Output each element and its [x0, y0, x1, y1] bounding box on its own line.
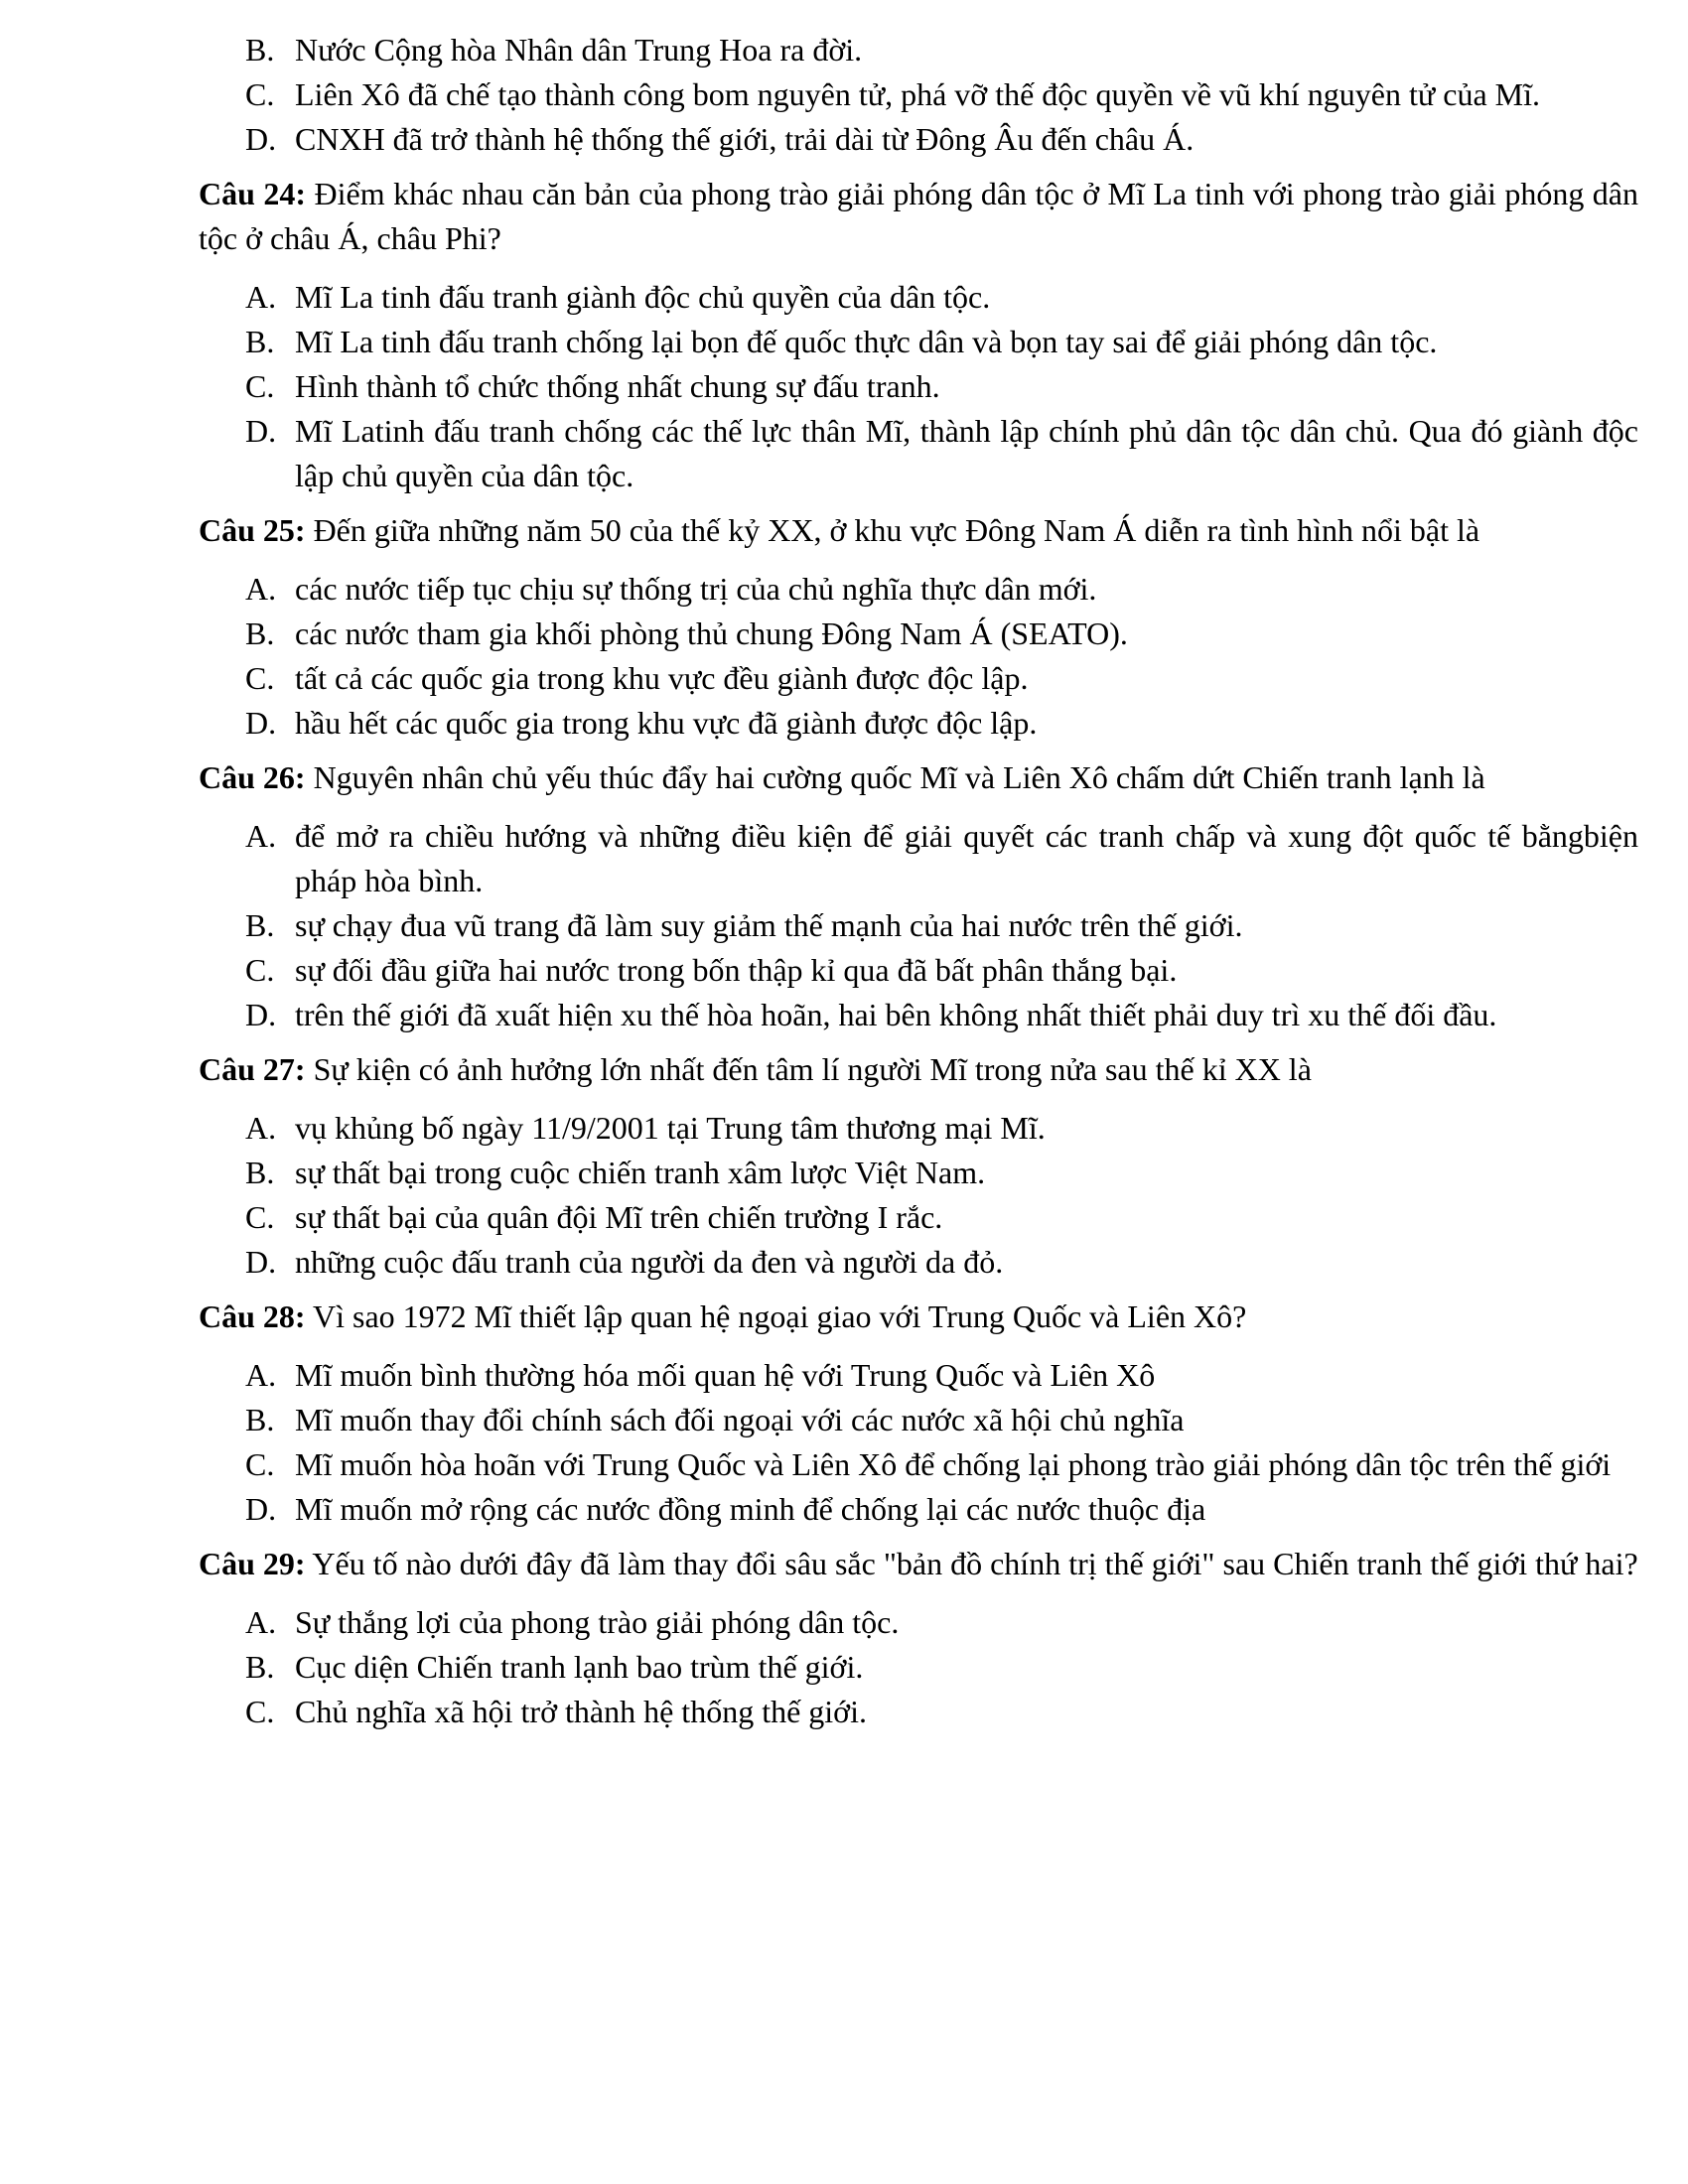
question-text: Yếu tố nào dưới đây đã làm thay đổi sâu sắc "bản đồ chính trị thế giới" sau Chiến tranh thế giới thứ hai?: [312, 1546, 1638, 1581]
option-c: [245, 656, 1638, 701]
option-letter: A.: [245, 1604, 277, 1640]
option-letter: D.: [245, 1491, 277, 1527]
option-text: sự chạy đua vũ trang đã làm suy giảm thế mạnh của hai nước trên thế giới.: [295, 907, 1243, 943]
question-text: Điểm khác nhau căn bản của phong trào giải phóng dân tộc ở Mĩ La tinh với phong trào giải phóng dân tộc ở châu Á, châu Phi?: [199, 176, 1638, 256]
question-text: Sự kiện có ảnh hưởng lớn nhất đến tâm lí người Mĩ trong nửa sau thế kỉ XX là: [313, 1051, 1312, 1087]
option-text: sự thất bại trong cuộc chiến tranh xâm lược Việt Nam.: [295, 1155, 986, 1190]
option-letter: C.: [245, 76, 275, 112]
option-text: Mĩ muốn mở rộng các nước đồng minh để chống lại các nước thuộc địa: [295, 1491, 1206, 1527]
option-letter: B.: [245, 1649, 275, 1685]
option-text: Nước Cộng hòa Nhân dân Trung Hoa ra đời.: [295, 32, 863, 68]
option-c: [245, 948, 1638, 993]
question-text: Nguyên nhân chủ yếu thúc đẩy hai cường quốc Mĩ và Liên Xô chấm dứt Chiến tranh lạnh là: [313, 759, 1485, 795]
option-letter: A.: [245, 818, 277, 854]
option-text: Hình thành tổ chức thống nhất chung sự đấu tranh.: [295, 368, 940, 404]
option-text: Mĩ muốn hòa hoãn với Trung Quốc và Liên Xô để chống lại phong trào giải phóng dân tộc trên thế giới: [295, 1446, 1612, 1482]
option-list: [199, 275, 1638, 498]
option-list: [199, 1600, 1638, 1734]
option-c: [245, 72, 1638, 117]
question-26: [199, 755, 1638, 1037]
document-page: [199, 28, 1638, 1744]
option-d: [245, 1240, 1638, 1285]
continued-options: [199, 28, 1638, 162]
option-d: [245, 409, 1638, 498]
option-letter: B.: [245, 615, 275, 651]
option-a: [245, 567, 1638, 612]
option-list: [199, 567, 1638, 746]
option-letter: D.: [245, 1244, 277, 1280]
option-text: Mĩ La tinh đấu tranh chống lại bọn đế quốc thực dân và bọn tay sai để giải phóng dân tộc.: [295, 324, 1438, 359]
option-letter: C.: [245, 368, 275, 404]
option-list: [199, 1353, 1638, 1532]
question-stem: [199, 1047, 1638, 1092]
question-number: Câu 28:: [199, 1298, 306, 1334]
option-letter: C.: [245, 952, 275, 988]
option-text: Mĩ Latinh đấu tranh chống các thế lực thân Mĩ, thành lập chính phủ dân tộc dân chủ. Qua đó giành độc lập chủ quyền của dân tộc.: [295, 413, 1638, 493]
option-text: Mĩ La tinh đấu tranh giành độc chủ quyền của dân tộc.: [295, 279, 991, 315]
question-text: Vì sao 1972 Mĩ thiết lập quan hệ ngoại giao với Trung Quốc và Liên Xô?: [312, 1298, 1247, 1334]
question-28: [199, 1295, 1638, 1532]
question-24: [199, 172, 1638, 498]
question-29: [199, 1542, 1638, 1734]
option-letter: D.: [245, 121, 277, 157]
option-text: Mĩ muốn bình thường hóa mối quan hệ với Trung Quốc và Liên Xô: [295, 1357, 1156, 1393]
option-a: [245, 1600, 1638, 1645]
option-a: [245, 1106, 1638, 1151]
option-text: Sự thắng lợi của phong trào giải phóng dân tộc.: [295, 1604, 900, 1640]
option-text: sự thất bại của quân đội Mĩ trên chiến trường I rắc.: [295, 1199, 943, 1235]
option-text: Mĩ muốn thay đổi chính sách đối ngoại với các nước xã hội chủ nghĩa: [295, 1402, 1185, 1437]
option-a: [245, 814, 1638, 903]
question-stem: [199, 1542, 1638, 1586]
option-letter: B.: [245, 324, 275, 359]
question-stem: [199, 1295, 1638, 1339]
option-c: [245, 1442, 1638, 1487]
question-stem: [199, 508, 1638, 553]
option-a: [245, 1353, 1638, 1398]
option-b: [245, 612, 1638, 656]
option-c: [245, 1195, 1638, 1240]
option-d: [245, 701, 1638, 746]
option-list: [199, 1106, 1638, 1285]
option-text: trên thế giới đã xuất hiện xu thế hòa hoãn, hai bên không nhất thiết phải duy trì xu thế đối đầu.: [295, 997, 1497, 1032]
option-text: Liên Xô đã chế tạo thành công bom nguyên tử, phá vỡ thế độc quyền về vũ khí nguyên tử của Mĩ.: [295, 76, 1540, 112]
option-c: [245, 1690, 1638, 1734]
question-stem: [199, 172, 1638, 261]
question-25: [199, 508, 1638, 746]
option-b: [245, 28, 1638, 72]
option-b: [245, 1398, 1638, 1442]
question-number: Câu 27:: [199, 1051, 306, 1087]
option-letter: D.: [245, 997, 277, 1032]
question-number: Câu 24:: [199, 176, 307, 211]
option-letter: A.: [245, 279, 277, 315]
option-text: Cục diện Chiến tranh lạnh bao trùm thế giới.: [295, 1649, 864, 1685]
option-text: vụ khủng bố ngày 11/9/2001 tại Trung tâm thương mại Mĩ.: [295, 1110, 1046, 1146]
option-letter: D.: [245, 413, 277, 449]
option-text: hầu hết các quốc gia trong khu vực đã giành được độc lập.: [295, 705, 1038, 741]
option-letter: B.: [245, 907, 275, 943]
question-number: Câu 29:: [199, 1546, 306, 1581]
option-text: các nước tham gia khối phòng thủ chung Đông Nam Á (SEATO).: [295, 615, 1128, 651]
option-c: [245, 364, 1638, 409]
question-number: Câu 26:: [199, 759, 306, 795]
question-stem: [199, 755, 1638, 800]
option-d: [245, 1487, 1638, 1532]
option-list: [199, 814, 1638, 1037]
question-27: [199, 1047, 1638, 1285]
option-text: sự đối đầu giữa hai nước trong bốn thập kỉ qua đã bất phân thắng bại.: [295, 952, 1178, 988]
option-text: các nước tiếp tục chịu sự thống trị của chủ nghĩa thực dân mới.: [295, 571, 1097, 607]
option-d: [245, 993, 1638, 1037]
option-text: những cuộc đấu tranh của người da đen và người da đỏ.: [295, 1244, 1004, 1280]
option-text: tất cả các quốc gia trong khu vực đều giành được độc lập.: [295, 660, 1029, 696]
option-letter: A.: [245, 571, 277, 607]
option-b: [245, 1151, 1638, 1195]
option-text: để mở ra chiều hướng và những điều kiện để giải quyết các tranh chấp và xung đột quốc tế bằngbiện pháp hòa bình.: [295, 818, 1638, 898]
option-letter: A.: [245, 1110, 277, 1146]
question-number: Câu 25:: [199, 512, 306, 548]
option-letter: C.: [245, 1694, 275, 1729]
option-d: [245, 117, 1638, 162]
option-letter: C.: [245, 1199, 275, 1235]
option-letter: D.: [245, 705, 277, 741]
option-text: CNXH đã trở thành hệ thống thế giới, trải dài từ Đông Âu đến châu Á.: [295, 121, 1195, 157]
option-text: Chủ nghĩa xã hội trở thành hệ thống thế giới.: [295, 1694, 867, 1729]
option-letter: C.: [245, 1446, 275, 1482]
option-letter: C.: [245, 660, 275, 696]
option-letter: B.: [245, 32, 275, 68]
question-text: Đến giữa những năm 50 của thế kỷ XX, ở khu vực Đông Nam Á diễn ra tình hình nổi bật là: [313, 512, 1480, 548]
option-b: [245, 1645, 1638, 1690]
option-a: [245, 275, 1638, 320]
option-letter: B.: [245, 1155, 275, 1190]
option-letter: B.: [245, 1402, 275, 1437]
option-b: [245, 320, 1638, 364]
option-b: [245, 903, 1638, 948]
option-letter: A.: [245, 1357, 277, 1393]
